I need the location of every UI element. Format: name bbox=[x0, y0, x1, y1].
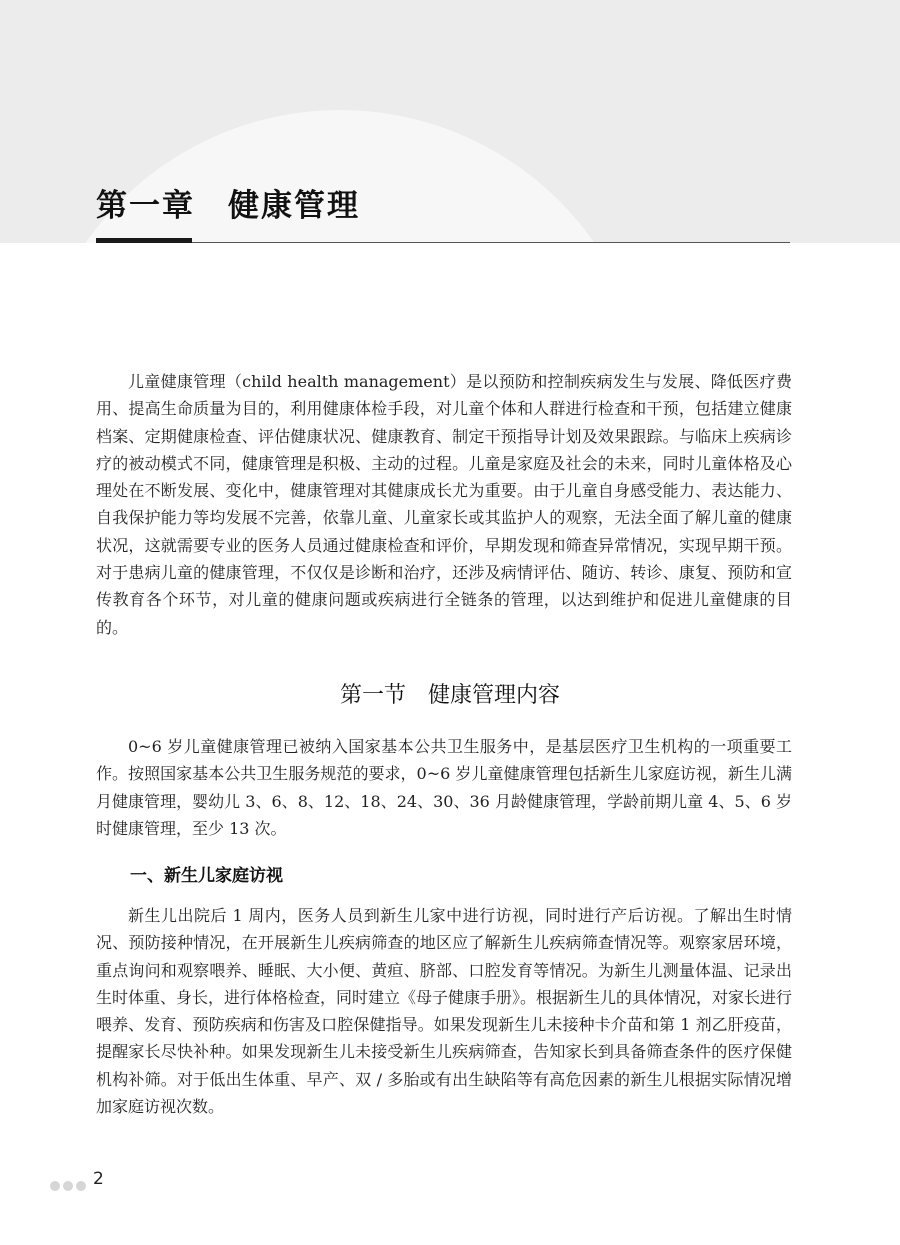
intro-paragraph: 儿童健康管理（child health management）是以预防和控制疾病发生与发展、降低医疗费用、提高生命质量为目的，利用健康体检手段，对儿童个体和人群进行检查和干预，包括建立健康档案、定期健康检查、评估健康状况、健康教育、制定干预指导计划及效果跟踪。与临床上疾病诊疗的被动模式不同，健康管理是积极、主动的过程。儿童是家庭及社会的未来，同时儿童体格及心理处在不断发展、变化中，健康管理对其健康成长尤为重要。由于儿童自身感受能力、表达能力、自我保护能力等均发展不完善，依靠儿童、儿童家长或其监护人的观察，无法全面了解儿童的健康状况，这就需要专业的医务人员通过健康检查和评价，早期发现和筛查异常情况，实现早期干预。对于患病儿童的健康管理，不仅仅是诊断和治疗，还涉及病情评估、随访、转诊、康复、预防和宣传教育各个环节，对儿童的健康问题或疾病进行全链条的管理，以达到维护和促进儿童健康的目的。 bbox=[96, 372, 792, 637]
subsection-title: 一、新生儿家庭访视 bbox=[130, 866, 283, 886]
page-number: 2 bbox=[93, 1169, 104, 1189]
section-paragraph: 0~6 岁儿童健康管理已被纳入国家基本公共卫生服务中，是基层医疗卫生机构的一项重要工作。按照国家基本公共卫生服务规范的要求，0~6 岁儿童健康管理包括新生儿家庭访视，新生儿满月健康管理，婴幼儿 3、6、8、12、18、24、30、36 月龄健康管理，学龄前期儿童 4、5、6 岁时健康管理，至少 13 次。 bbox=[96, 737, 792, 838]
chapter-title-underline-accent bbox=[96, 238, 192, 243]
page-number-dots bbox=[50, 1176, 89, 1195]
subsection-paragraph: 新生儿出院后 1 周内，医务人员到新生儿家中进行访视，同时进行产后访视。了解出生时情况、预防接种情况，在开展新生儿疾病筛查的地区应了解新生儿疾病筛查情况等。观察家居环境，重点询问和观察喂养、睡眠、大小便、黄疸、脐部、口腔发育等情况。为新生儿测量体温、记录出生时体重、身长，进行体格检查，同时建立《母子健康手册》。根据新生儿的具体情况，对家长进行喂养、发育、预防疾病和伤害及口腔保健指导。如果发现新生儿未接种卡介苗和第 1 剂乙肝疫苗，提醒家长尽快补种。如果发现新生儿未接受新生儿疾病筛查，告知家长到具备筛查条件的医疗保健机构补筛。对于低出生体重、早产、双 / 多胎或有出生缺陷等有高危因素的新生儿根据实际情况增加家庭访视次数。 bbox=[96, 906, 793, 1117]
chapter-title-underline bbox=[192, 242, 790, 243]
chapter-title: 第一章 健康管理 bbox=[96, 188, 360, 224]
section-title: 第一节 健康管理内容 bbox=[339, 683, 560, 708]
